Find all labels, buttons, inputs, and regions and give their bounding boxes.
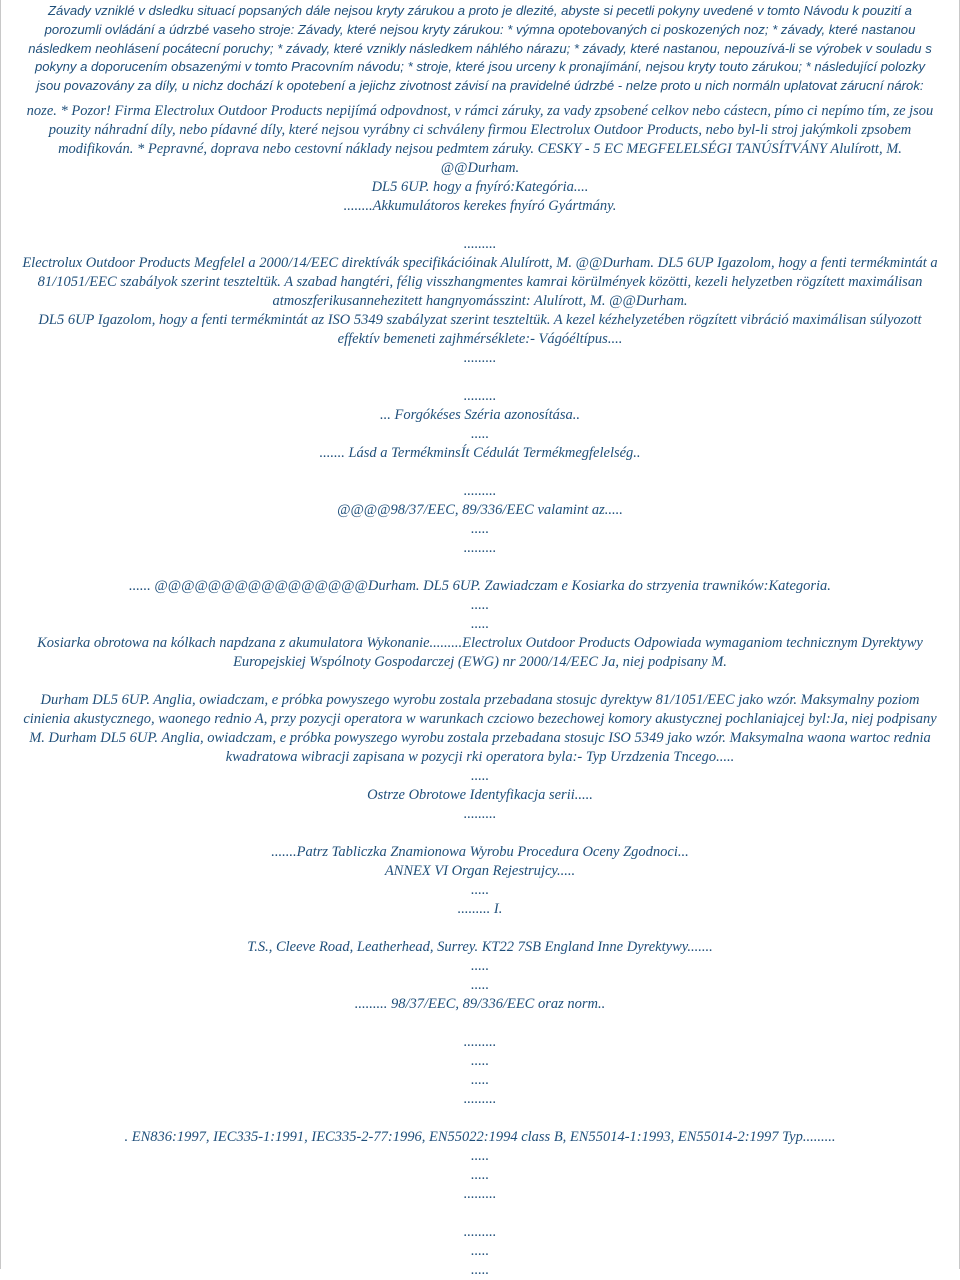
text-line: effektív bemeneti zajhmérséklete:- Vágóéltípus.... (337, 330, 623, 347)
text-line: ...... @@@@@@@@@@@@@@@@Durham. DL5 6UP. Zawiadczam e Kosiarka do strzyenia trawników:Kategoria. (129, 577, 831, 594)
text-line: ......... (463, 1223, 497, 1240)
text-line: ..... (470, 520, 490, 537)
text-line: ....... Lásd a TermékminsÍt Cédulát Termékmegfelelség.. (319, 444, 641, 461)
blank-line (7, 919, 953, 938)
text-line: Závady vzniklé v dsledku situací popsaných dále nejsou kryty zárukou a proto je dlezité, abyste si pecetli pokyny uvedené v tomto Návodu k pouzití a (48, 3, 912, 18)
text-line: ......... (463, 482, 497, 499)
text-line: ..... (470, 615, 490, 632)
text-line: ........Akkumulátoros kerekes fnyíró Gyártmány. (343, 197, 617, 214)
text-line: T.S., Cleeve Road, Leatherhead, Surrey. KT22 7SB England Inne Dyrektywy....... (247, 938, 713, 955)
text-line: DL5 6UP Igazolom, hogy a fenti termékmintát az ISO 5349 szabályzat szerint teszteltük. A kezel kézhelyzetében rögzített vibráció maximálisan súlyozott (38, 311, 922, 328)
text-line: noze. * Pozor! Firma Electrolux Outdoor Products nepijímá odpovdnost, v rámci záruky, za vady zpsobené celkov nebo cástecn, pímo ci nepímo tím, ze jsou (26, 102, 934, 119)
declaration-text (7, 102, 953, 1280)
text-line: následkem neohlásení pocátecní poruchy; * závady, které vznikly následkem náhlého nárazu; * závady, které nastanou, nepouzívá-li se výrobek v souladu s (28, 40, 932, 56)
text-line: ..... (470, 1242, 490, 1259)
blank-line (7, 1204, 953, 1223)
text-line: ..... (470, 596, 490, 613)
blank-line (7, 463, 953, 482)
text-line: 81/1051/EEC szabályok szerint teszteltük. A szabad hangtéri, félig visszhangmentes kamrai körülmények közötti, kezeli helyzetben rögzített maximálisan (37, 273, 923, 290)
blank-line (7, 216, 953, 235)
text-line: @@@@98/37/EEC, 89/336/EEC valamint az..... (337, 501, 623, 518)
text-line: ..... (470, 881, 490, 898)
text-line: ......... (463, 387, 497, 404)
text-line: modifikován. * Pepravné, doprava nebo cestovní náklady nejsou pedmtem záruky. CESKY - 5 EC MEGFELELSÉGI TANÚSÍTVÁNY Alulírott, M. (58, 140, 902, 157)
text-line: ......... 98/37/EEC, 89/336/EEC oraz norm.. (354, 995, 606, 1012)
text-line: ......... (463, 1185, 497, 1202)
text-line: Electrolux Outdoor Products Megfelel a 2000/14/EEC direktívák specifikációinak Alulírott, M. @@Durham. DL5 6UP Igazolom, hogy a fenti termékmintát a (22, 254, 938, 271)
text-line: M. Durham DL5 6UP. Anglia, owiadczam, e próbka powyszego wyrobu zostala przebadana stosujc ISO 5349 jako wzór. Maksymalna waona wartoc rednia (29, 729, 931, 746)
text-line: ..... (470, 1166, 490, 1183)
text-line: ......... I. (457, 900, 503, 917)
text-line: atmoszferikusannehezitett hangnyomásszint: Alulírott, M. @@Durham. (272, 292, 688, 309)
text-line: Durham DL5 6UP. Anglia, owiadczam, e próbka powyszego wyrobu zostala przebadana stosujc dyrektyw 81/1051/EEC jako wzór. Maksymalny poziom (40, 691, 920, 708)
text-line: ......... (463, 539, 497, 556)
text-line: ..... (470, 1071, 490, 1088)
text-line: Europejskiej Wspólnoty Gospodarczej (EWG) nr 2000/14/EEC Ja, niej podpisany M. (233, 653, 727, 670)
text-line: pokyny a doporucením obsazenými v tomto Pracovním návodu; * stroje, které jsou urceny k pronajímání, nejsou kryty touto zárukou; * následující polozky (34, 59, 926, 75)
text-line: ANNEX VI Organ Rejestrujcy..... (384, 862, 576, 879)
text-line: kwadratowa wibracji zapisana w pozycji rki operatora byla:- Typ Urzdzenia Tncego..... (225, 748, 735, 765)
text-line: Ostrze Obrotowe Identyfikacja serii..... (367, 786, 593, 803)
text-line: ..... (470, 767, 490, 784)
blank-line (7, 1109, 953, 1128)
text-line: ......... (463, 1090, 497, 1107)
text-line: ..... (470, 976, 490, 993)
blank-line (7, 368, 953, 387)
text-line: ......... (463, 235, 497, 252)
text-line: ... Forgókéses Széria azonosítása.. (379, 406, 581, 423)
text-line: pouzity náhradní díly, nebo pídavné díly, které nejsou vyrábny ci schváleny firmou Electrolux Outdoor Products, nebo byl-li stroj jakýmkoli zpsobem (48, 121, 912, 138)
blank-line (7, 672, 953, 691)
text-line: ......... (463, 1033, 497, 1050)
text-line: ..... (470, 957, 490, 974)
text-line: ......... (463, 349, 497, 366)
text-line: Kosiarka obrotowa na kólkach napdzana z akumulatora Wykonanie.........Electrolux Outdoor Products Odpowiada wymaganiom technicznym Dyrektywy (37, 634, 923, 651)
text-line: . EN836:1997, IEC335-1:1991, IEC335-2-77:1996, EN55022:1994 class B, EN55014-1:1993, EN55014-2:1997 Typ......... (124, 1128, 836, 1145)
document-body (1, 0, 959, 1280)
text-line: porozumli ovládání a údrzbé vaseho stroje: Závady, které nejsou kryty zárukou: * výmna opotebovaných ci poskozených noz; * závady, které nastanou (44, 21, 916, 37)
blank-line (7, 558, 953, 577)
text-line: @@Durham. (440, 159, 520, 176)
warranty-paragraph-cz (7, 2, 953, 96)
text-line: ..... (470, 425, 490, 442)
text-line: DL5 6UP. hogy a fnyíró:Kategória.... (371, 178, 589, 195)
text-line: ..... (470, 1052, 490, 1069)
blank-line (7, 824, 953, 843)
text-line: ..... (470, 1147, 490, 1164)
text-line: ..... (470, 1261, 490, 1278)
text-line: ......... (463, 805, 497, 822)
blank-line (7, 1014, 953, 1033)
text-line: jsou povazovány za díly, u nichz dochází k opotebení a jejichz zivotnost závisí na pravidelné údrzbé - nelze proto u nich normáln uplatovat zárucní nárok: (36, 78, 924, 93)
text-line: .......Patrz Tabliczka Znamionowa Wyrobu Procedura Oceny Zgodnoci... (271, 843, 689, 860)
text-line: cinienia akustycznego, waonego rednio A, przy pozycji operatora w warunkach czciowo bezechowej komory akustycznej pochlaniajcej byl:Ja, niej podpisany (23, 710, 937, 727)
